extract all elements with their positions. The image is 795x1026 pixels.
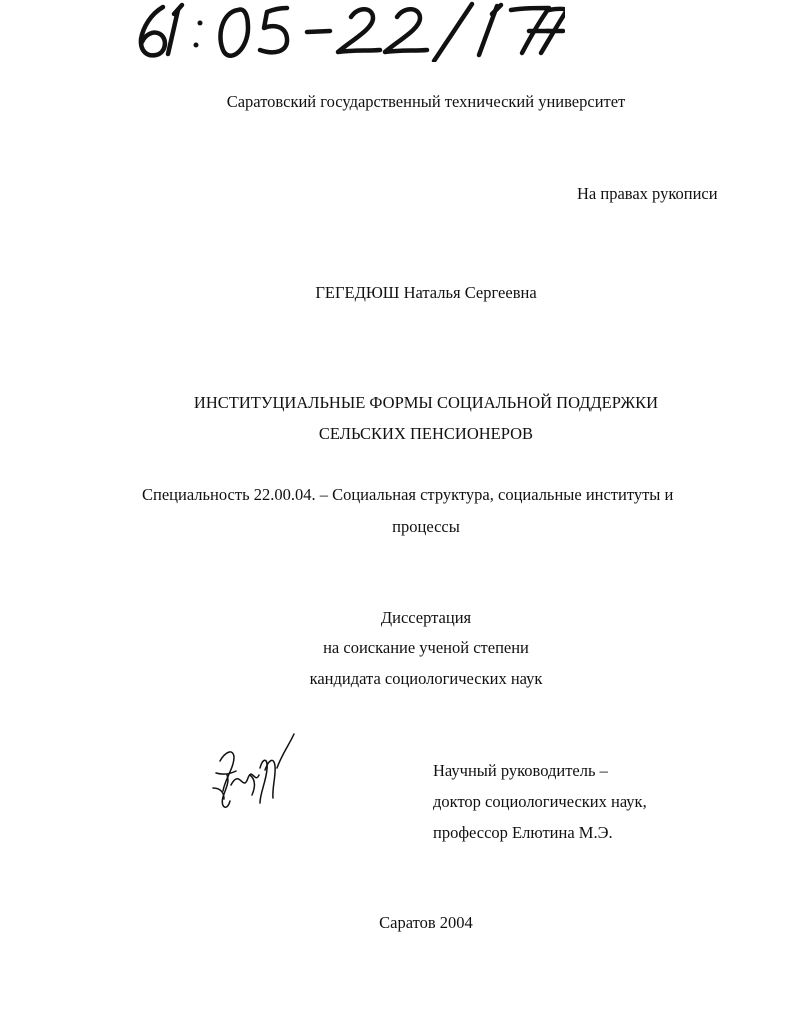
dissertation-type-line: Диссертация — [380, 608, 472, 627]
specialty-line: процессы — [392, 517, 460, 536]
dissertation-title-line: ИНСТИТУЦИАЛЬНЫЕ ФОРМЫ СОЦИАЛЬНОЙ ПОДДЕРЖКИ — [193, 393, 659, 412]
dissertation-degree-line: на соискание ученой степени — [323, 638, 529, 657]
manuscript-rights-note: На правах рукописи — [577, 184, 718, 203]
author-name: ГЕГЕДЮШ Наталья Сергеевна — [315, 283, 537, 302]
university-name: Саратовский государственный технический университет — [226, 92, 626, 111]
supervisor-degree: доктор социологических наук, — [433, 792, 647, 811]
supervisor-name: профессор Елютина М.Э. — [433, 823, 613, 842]
city-and-year: Саратов 2004 — [379, 913, 473, 932]
dissertation-title-line: СЕЛЬСКИХ ПЕНСИОНЕРОВ — [318, 424, 534, 443]
dissertation-field-line: кандидата социологических наук — [309, 669, 543, 688]
handwritten-archive-number — [135, 0, 565, 62]
handwritten-signature — [205, 730, 300, 825]
specialty-line: Специальность 22.00.04. – Социальная структура, социальные институты и — [142, 485, 674, 504]
supervisor-label: Научный руководитель – — [433, 761, 608, 780]
